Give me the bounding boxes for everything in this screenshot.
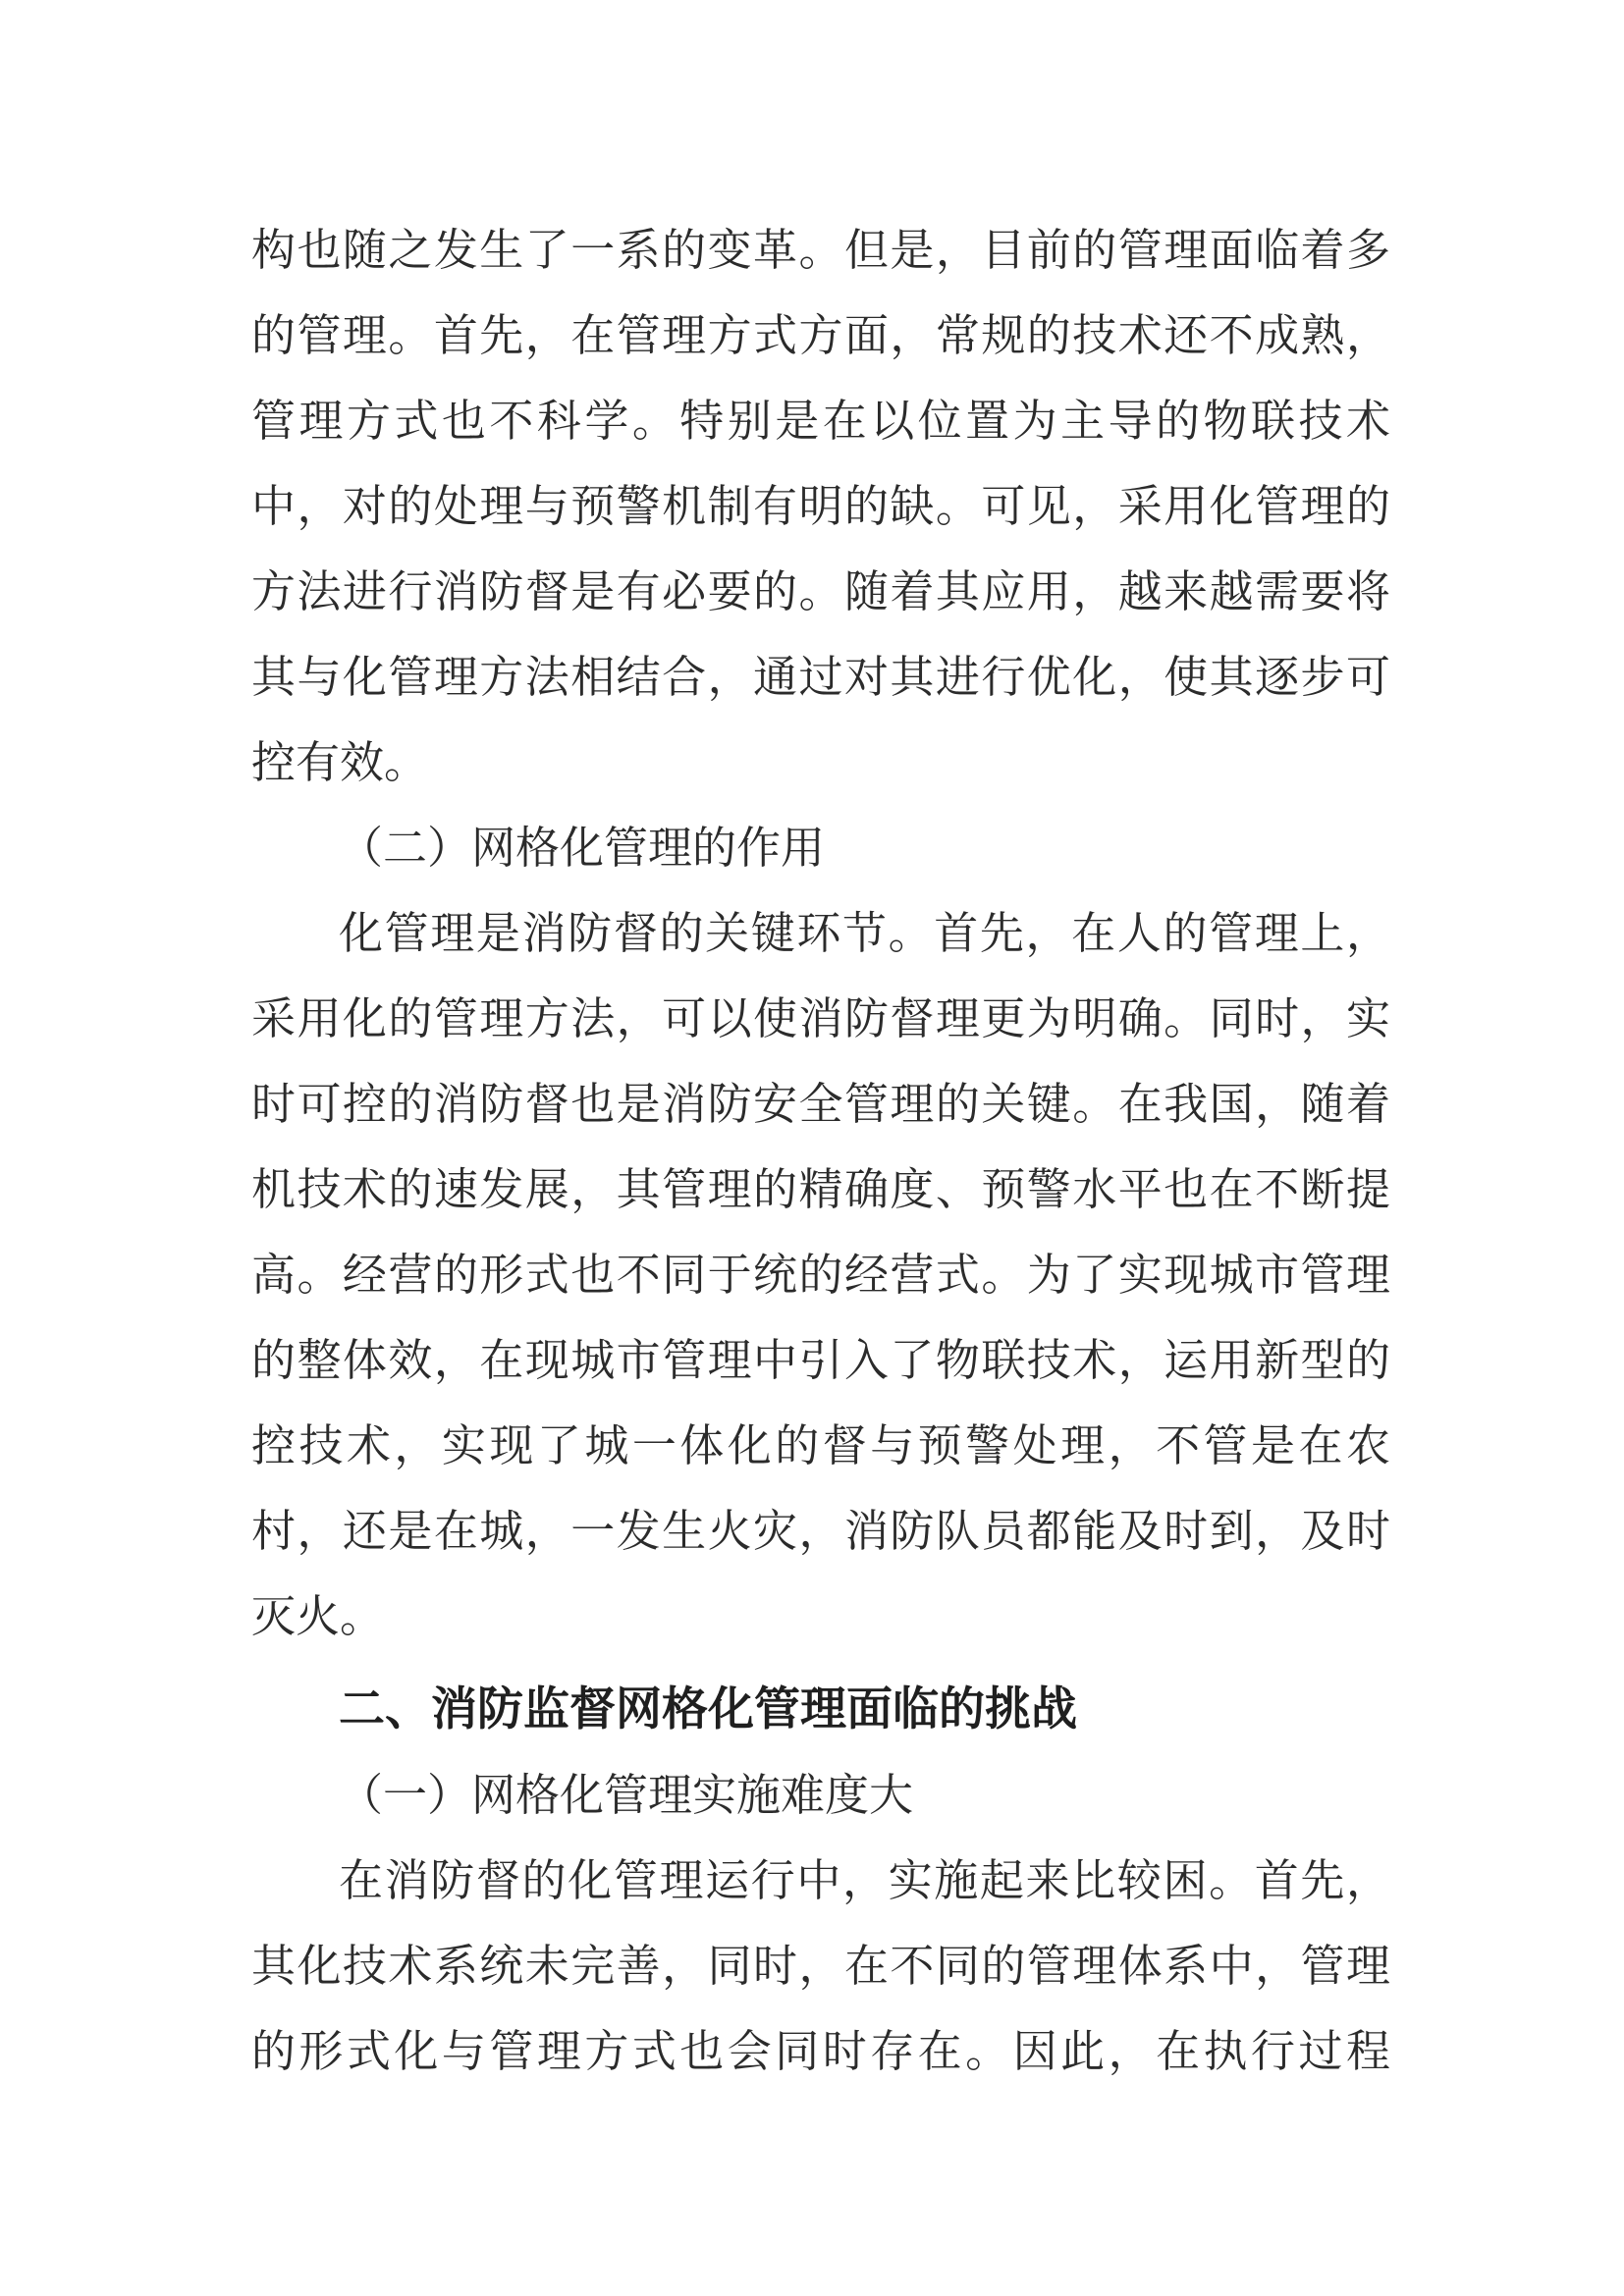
- body-text-line: 的管理。首先，在管理方式方面，常规的技术还不成熟，: [251, 309, 1390, 361]
- body-text-line: 采用化的管理方法，可以使消防督理更为明确。同时，实: [251, 992, 1390, 1044]
- body-text-line: 控技术，实现了城一体化的督与预警处理，不管是在农: [251, 1419, 1390, 1471]
- subsection-heading: （一）网格化管理实施难度大: [339, 1769, 914, 1821]
- body-text-line: 村，还是在城，一发生火灾，消防队员都能及时到，及时: [251, 1505, 1390, 1557]
- body-text-line: 其化技术系统未完善，同时，在不同的管理体系中，管理: [251, 1940, 1390, 1992]
- body-text-line: 构也随之发生了一系的变革。但是，目前的管理面临着多: [251, 224, 1390, 276]
- body-text-line: 在消防督的化管理运行中，实施起来比较困。首先，: [339, 1854, 1390, 1906]
- body-text-line: 管理方式也不科学。特别是在以位置为主导的物联技术: [251, 395, 1390, 447]
- body-text-line: 控有效。: [251, 736, 429, 788]
- body-text-line: 的形式化与管理方式也会同时存在。因此，在执行过程: [251, 2025, 1390, 2077]
- body-text-line: 灭火。: [251, 1590, 385, 1642]
- body-text-line: 时可控的消防督也是消防安全管理的关键。在我国，随着: [251, 1078, 1390, 1130]
- body-text-line: 其与化管理方法相结合，通过对其进行优化，使其逐步可: [251, 651, 1390, 703]
- body-text-line: 化管理是消防督的关键环节。首先，在人的管理上，: [339, 907, 1390, 959]
- section-heading: （二）网格化管理的作用: [339, 822, 826, 874]
- body-text-line: 的整体效，在现城市管理中引入了物联技术，运用新型的: [251, 1334, 1390, 1386]
- body-text-line: 方法进行消防督是有必要的。随着其应用，越来越需要将: [251, 565, 1390, 617]
- body-text-line: 高。经营的形式也不同于统的经营式。为了实现城市管理: [251, 1249, 1390, 1301]
- body-text-line: 中，对的处理与预警机制有明的缺。可见，采用化管理的: [251, 480, 1390, 532]
- body-text-line: 机技术的速发展，其管理的精确度、预警水平也在不断提: [251, 1163, 1390, 1215]
- main-heading: 二、消防监督网格化管理面临的挑战: [339, 1682, 1077, 1736]
